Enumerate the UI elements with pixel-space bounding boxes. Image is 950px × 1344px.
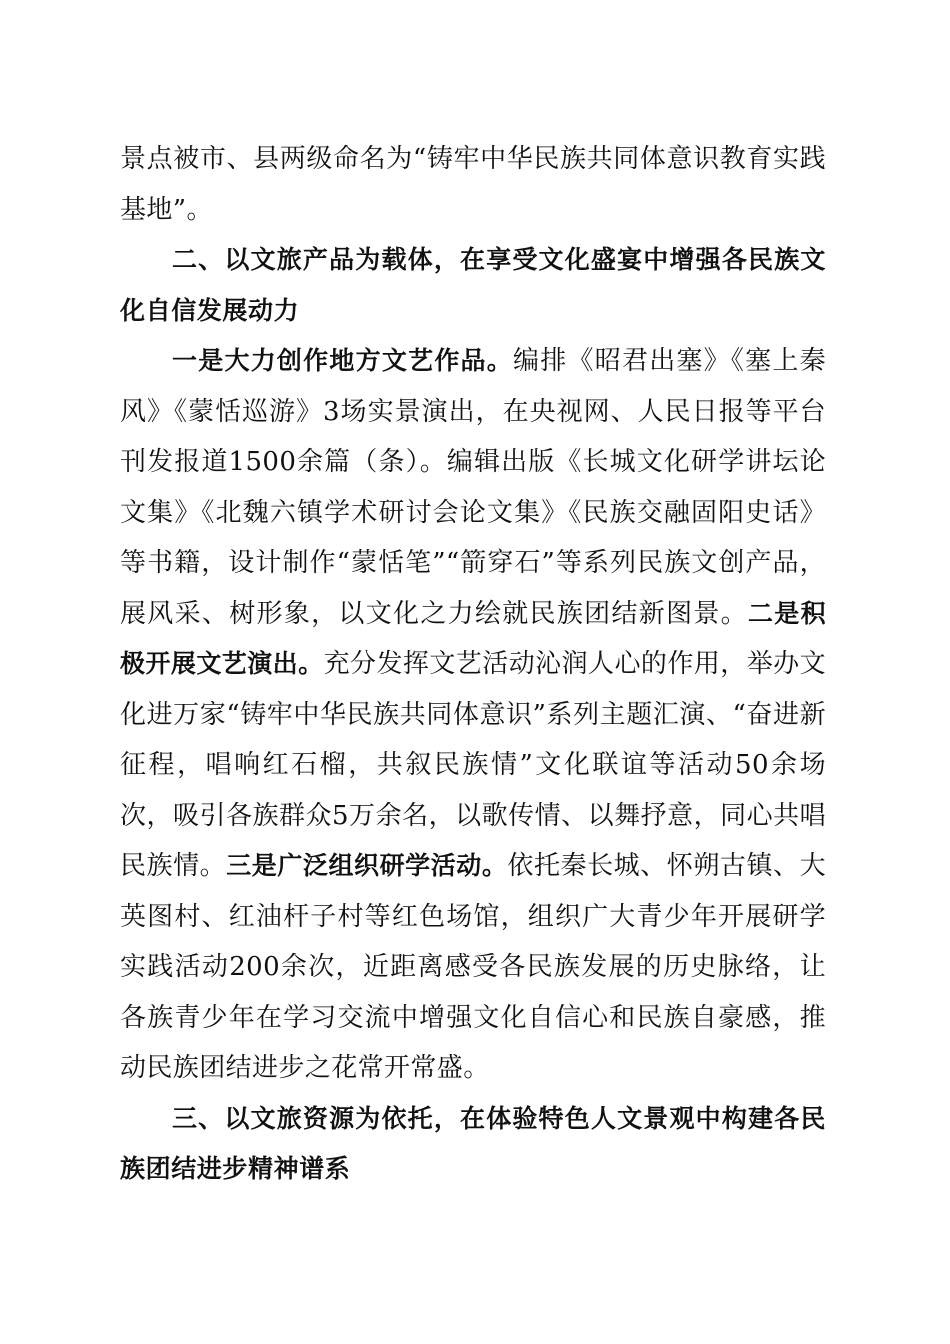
section-two-heading: 二、以文旅产品为载体，在享受文化盛宴中增强各民族文化自信发展动力 (120, 245, 826, 325)
lead-sentence-three: 三是广泛组织研学活动。 (226, 851, 508, 880)
body-text-one: 编排《昭君出塞》《塞上秦风》《蒙恬巡游》3场实景演出，在央视网、人民日报等平台刊发报道1500余篇（条）。编辑出版《长城文化研学讲坛论文集》《北魏六镇学术研讨会论文集》《民族交融固阳史话》等书籍，设计制作“蒙恬笔”“箭穿石”等系列民族文创产品，展风采、树形象，以文化之力绘就民族团结新图景。 (120, 346, 826, 629)
body-text-two: 充分发挥文艺活动沁润人心的作用，举办文化进万家“铸牢中华民族共同体意识”系列主题汇演、“奋进新征程，唱响红石榴，共叙民族情”文化联谊等活动50余场次，吸引各族群众5万余名，以歌传情、以舞抒意，同心共唱民族情。 (120, 649, 827, 881)
lead-sentence-two: 二是积极开展文艺演出。 (120, 598, 827, 678)
lead-sentence-one: 一是大力创作地方文艺作品。 (172, 346, 514, 375)
section-two-body (120, 336, 826, 1094)
section-three-heading: 三、以文旅资源为依托，在体验特色人文景观中构建各民族团结进步精神谱系 (120, 1103, 826, 1183)
document-body (120, 134, 826, 1195)
intro-paragraph: 景点被市、县两级命名为“铸牢中华民族共同体意识教育实践基地”。 (120, 144, 826, 225)
body-text-three: 依托秦长城、怀朔古镇、大英图村、红油杆子村等红色场馆，组织广大青少年开展研学实践活动200余次，近距离感受各民族发展的历史脉络，让各族青少年在学习交流中增强文化自信心和民族自豪感，推动民族团结进步之花常开常盛。 (120, 851, 826, 1083)
